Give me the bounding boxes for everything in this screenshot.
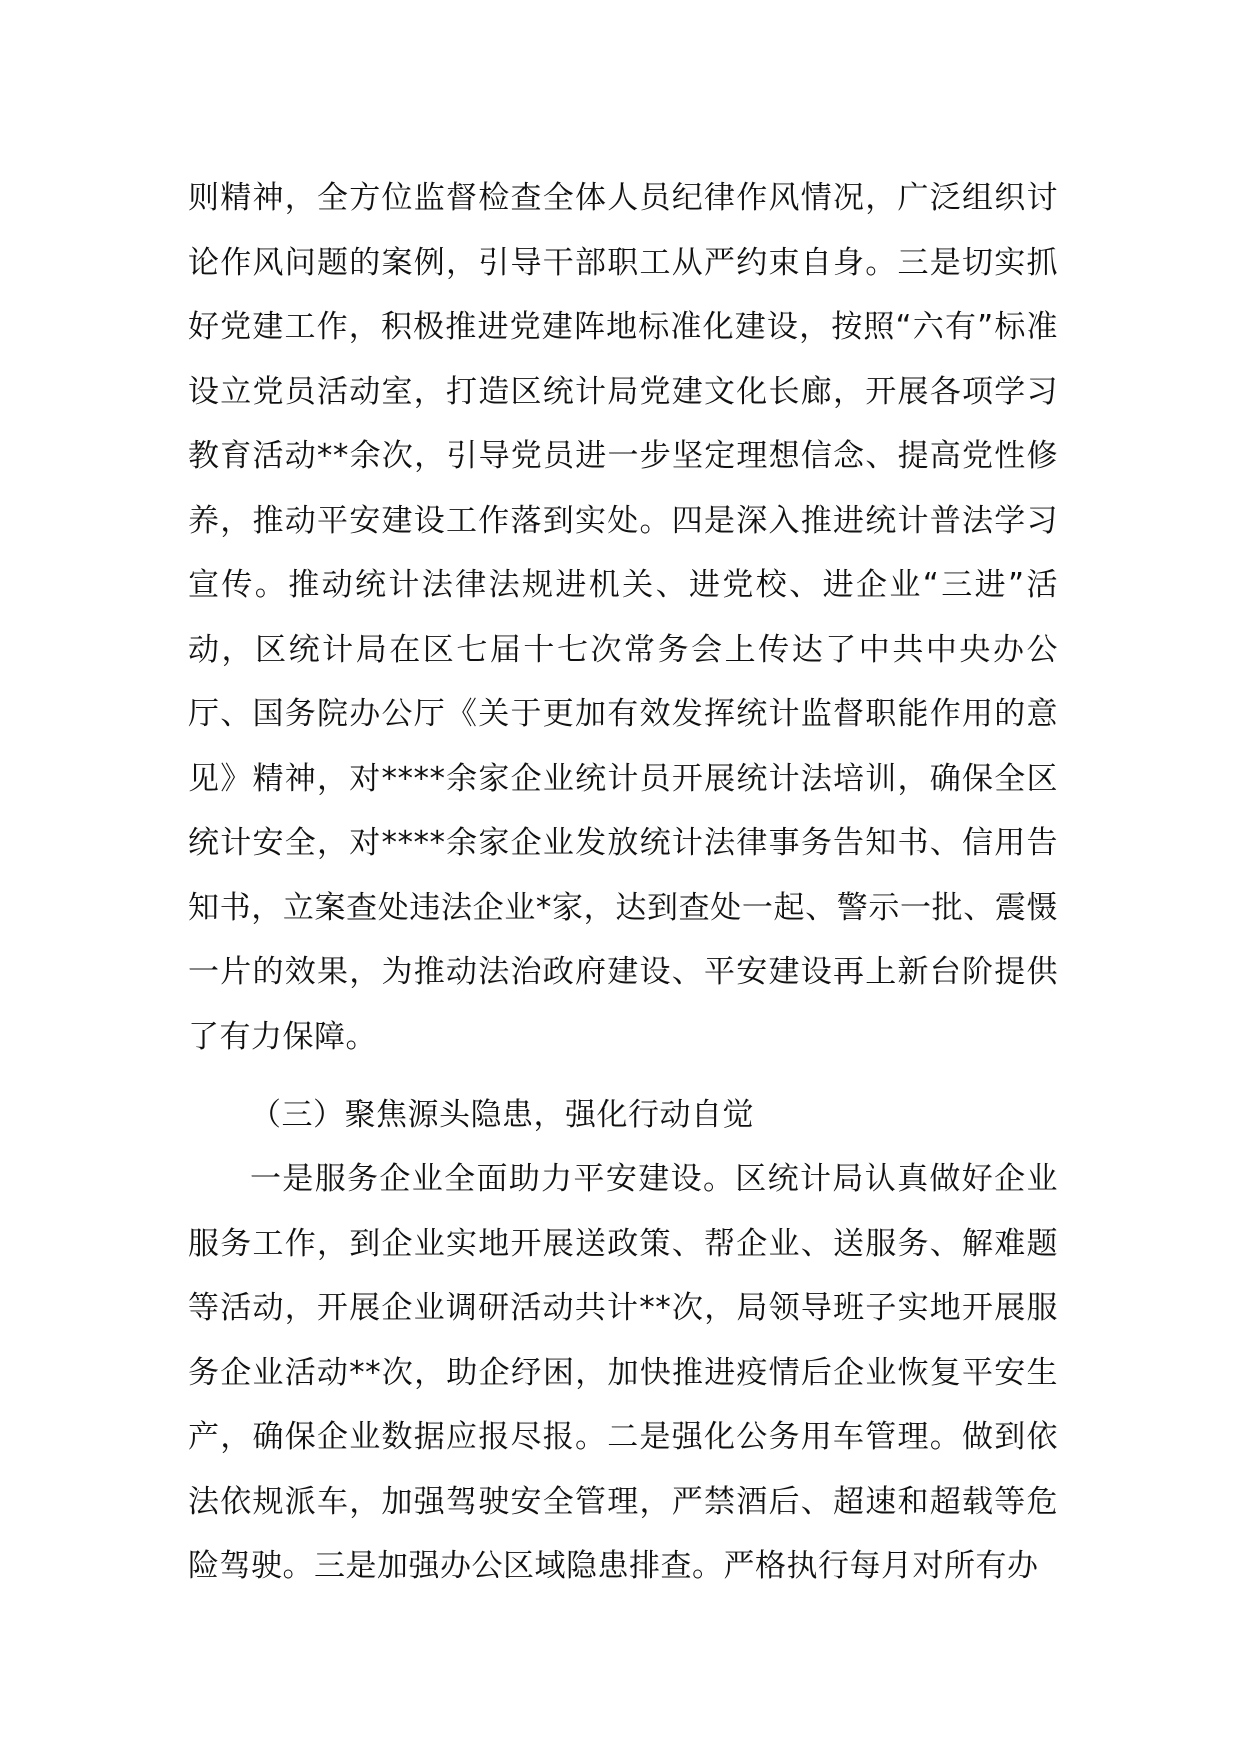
- body-paragraph-continued: [188, 166, 1058, 1069]
- section-heading: [188, 1083, 1058, 1148]
- paragraph-text: 一是服务企业全面助力平安建设。区统计局认真做好企业服务工作，到企业实地开展送政策、帮企业、送服务、解难题等活动，开展企业调研活动共计**次，局领导班子实地开展服务企业活动**次，助企纾困，加快推进疫情后企业恢复平安生产，确保企业数据应报尽报。二是强化公务用车管理。做到依法依规派车，加强驾驶安全管理，严禁酒后、超速和超载等危险驾驶。三是加强办公区域隐患排查。严格执行每月对所有办: [188, 1161, 1058, 1584]
- paragraph-text: 则精神，全方位监督检查全体人员纪律作风情况，广泛组织讨论作风问题的案例，引导干部职工从严约束自身。三是切实抓好党建工作，积极推进党建阵地标准化建设，按照“六有”标准设立党员活动室，打造区统计局党建文化长廊，开展各项学习教育活动**余次，引导党员进一步坚定理想信念、提高党性修养，推动平安建设工作落到实处。四是深入推进统计普法学习宣传。推动统计法律法规进机关、进党校、进企业“三进”活动，区统计局在区七届十七次常务会上传达了中共中央办公厅、国务院办公厅《关于更加有效发挥统计监督职能作用的意见》精神，对****余家企业统计员开展统计法培训，确保全区统计安全，对****余家企业发放统计法律事务告知书、信用告知书，立案查处违法企业*家，达到查处一起、警示一批、震慑一片的效果，为推动法治政府建设、平安建设再上新台阶提供了有力保障。: [188, 180, 1058, 1055]
- section-heading-text: （三）聚焦源头隐患，强化行动自觉: [250, 1097, 754, 1133]
- body-paragraph: [188, 1147, 1058, 1599]
